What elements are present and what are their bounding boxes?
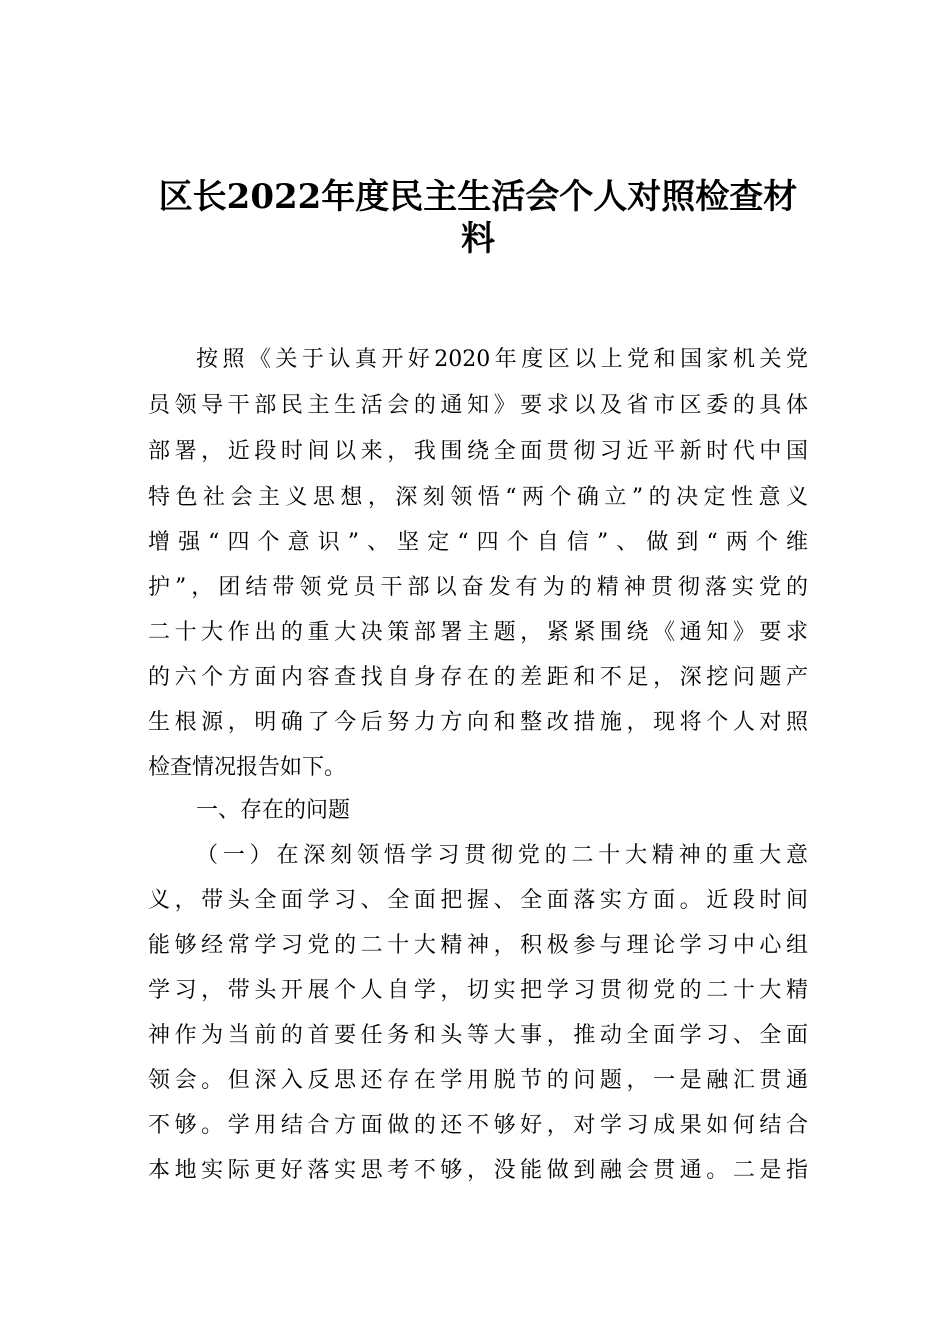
- paragraph-line: 生根源，明确了今后努力方向和整改措施，现将个人对照: [148, 710, 808, 735]
- document-title-line-1: 区长2022年度民主生活会个人对照检查材: [158, 177, 798, 217]
- paragraph-line: 本地实际更好落实思考不够，没能做到融会贯通。二是指: [148, 1158, 808, 1183]
- paragraph-line: （一）在深刻领悟学习贯彻党的二十大精神的重大意: [196, 843, 808, 868]
- paragraph-line: 神作为当前的首要任务和头等大事，推动全面学习、全面: [148, 1023, 808, 1048]
- paragraph-line: 二十大作出的重大决策部署主题，紧紧围绕《通知》要求: [148, 620, 808, 645]
- paragraph-line: 按照《关于认真开好2020年度区以上党和国家机关党: [196, 347, 808, 372]
- paragraph-line: 部署，近段时间以来，我围绕全面贯彻习近平新时代中国: [148, 439, 808, 464]
- paragraph-line: 学习，带头开展个人自学，切实把学习贯彻党的二十大精: [148, 978, 808, 1003]
- paragraph-line: 特色社会主义思想，深刻领悟“两个确立”的决定性意义: [148, 485, 808, 510]
- paragraph-line: 领会。但深入反思还存在学用脱节的问题，一是融汇贯通: [148, 1068, 808, 1093]
- paragraph-line: 不够。学用结合方面做的还不够好，对学习成果如何结合: [148, 1113, 808, 1138]
- paragraph-line: 员领导干部民主生活会的通知》要求以及省市区委的具体: [148, 393, 808, 418]
- section-heading: 一、存在的问题: [196, 798, 351, 823]
- document-title-line-2: 料: [461, 219, 495, 259]
- paragraph-line: 的六个方面内容查找自身存在的差距和不足，深挖问题产: [148, 665, 808, 690]
- paragraph-line: 能够经常学习党的二十大精神，积极参与理论学习中心组: [148, 933, 808, 958]
- paragraph-line: 护”，团结带领党员干部以奋发有为的精神贯彻落实党的: [148, 575, 808, 600]
- paragraph-line: 检查情况报告如下。: [148, 755, 347, 780]
- paragraph-line: 义，带头全面学习、全面把握、全面落实方面。近段时间: [148, 888, 808, 913]
- paragraph-line: 增强“四个意识”、坚定“四个自信”、做到“两个维: [148, 530, 808, 555]
